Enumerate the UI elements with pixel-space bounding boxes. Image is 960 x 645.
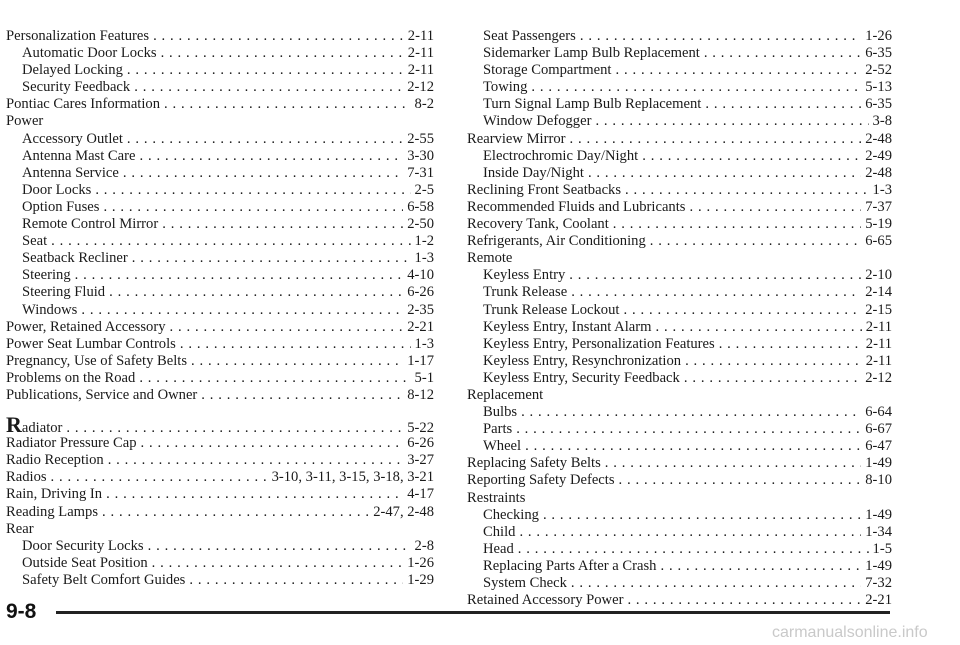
- dot-leader: [650, 233, 861, 250]
- entry-page-ref: 1-49: [865, 506, 892, 523]
- index-heading: [467, 250, 892, 267]
- index-heading: [467, 387, 892, 404]
- dot-leader: [571, 284, 861, 301]
- entry-label: Radios: [6, 469, 47, 486]
- entry-page-ref: 3-27: [407, 452, 434, 469]
- dot-leader: [705, 96, 861, 113]
- dot-leader: [51, 233, 410, 250]
- entry-label: Turn Signal Lamp Bulb Replacement: [483, 96, 702, 113]
- entry-page-ref: 1-3: [872, 181, 892, 198]
- entry-page-ref: 6-35: [865, 45, 892, 62]
- entry-page-ref: 3-10, 3-11, 3-15, 3-18, 3-21: [271, 469, 434, 486]
- entry-page-ref: 6-58: [407, 198, 434, 215]
- dot-leader: [103, 199, 403, 216]
- entry-label: Restraints: [467, 489, 526, 506]
- entry-page-ref: 1-29: [407, 571, 434, 588]
- dot-leader: [531, 79, 861, 96]
- entry-label: System Check: [483, 575, 567, 591]
- dot-leader: [75, 267, 404, 284]
- dot-leader: [161, 45, 404, 62]
- entry-label: Reading Lamps: [6, 503, 99, 520]
- dot-leader: [605, 455, 861, 472]
- index-entry: [467, 438, 892, 455]
- entry-page-ref: 2-11: [865, 352, 892, 369]
- dot-leader: [134, 79, 403, 96]
- entry-label: Steering: [22, 267, 71, 284]
- index-entry: [467, 79, 892, 96]
- index-entry: [6, 370, 434, 387]
- dot-leader: [139, 148, 403, 165]
- entry-label: Trunk Release Lockout: [483, 301, 620, 318]
- entry-label: Keyless Entry, Instant Alarm: [483, 318, 652, 335]
- entry-label: Seat: [22, 233, 48, 250]
- entry-page-ref: 6-47: [865, 438, 892, 455]
- index-entry: [6, 319, 434, 336]
- entry-page-ref: 2-21: [407, 318, 434, 335]
- index-entry: [467, 233, 892, 250]
- entry-page-ref: 8-10: [865, 472, 892, 489]
- index-entry: [6, 267, 434, 284]
- entry-label: Delayed Locking: [22, 62, 123, 79]
- entry-label: Towing: [483, 79, 528, 96]
- entry-label: Rearview Mirror: [467, 130, 566, 147]
- entry-label: Parts: [483, 421, 513, 438]
- entry-page-ref: 5-1: [414, 369, 434, 386]
- dot-leader: [619, 472, 862, 489]
- dot-leader: [569, 267, 861, 284]
- index-entry: [6, 79, 434, 96]
- entry-page-ref: 2-35: [407, 301, 434, 318]
- entry-page-ref: 6-26: [407, 435, 434, 452]
- index-entry: [467, 131, 892, 148]
- entry-label: Door Security Locks: [22, 537, 144, 554]
- entry-page-ref: 6-26: [407, 284, 434, 301]
- entry-label: Radiator Pressure Cap: [6, 435, 137, 452]
- entry-label: Child: [483, 523, 516, 540]
- index-entry: [6, 504, 434, 521]
- index-entry: [467, 302, 892, 319]
- index-entry: [467, 45, 892, 62]
- entry-label: Personalization Features: [6, 28, 150, 44]
- entry-page-ref: 1-34: [865, 523, 892, 540]
- entry-page-ref: 2-5: [414, 181, 434, 198]
- entry-label: Retained Accessory Power: [467, 592, 624, 609]
- entry-page-ref: 7-37: [865, 198, 892, 215]
- entry-label: Radio Reception: [6, 452, 104, 469]
- entry-label: Seatback Recliner: [22, 250, 128, 267]
- entry-page-ref: 2-47, 2-48: [373, 503, 434, 520]
- index-heading: [6, 113, 434, 130]
- entry-label: Door Locks: [22, 181, 92, 198]
- entry-label: Power Seat Lumbar Controls: [6, 335, 176, 352]
- entry-label: Seat Passengers: [483, 28, 576, 44]
- entry-label: Keyless Entry, Personalization Features: [483, 335, 715, 352]
- dot-leader: [180, 336, 411, 353]
- entry-label: Replacing Safety Belts: [467, 455, 601, 472]
- dot-leader: [623, 302, 861, 319]
- index-entry: [6, 28, 434, 45]
- dot-leader: [615, 62, 861, 79]
- index-entry: [6, 62, 434, 79]
- index-entry: [467, 28, 892, 45]
- entry-label: Storage Compartment: [483, 62, 612, 79]
- index-entry: [467, 199, 892, 216]
- dot-leader: [689, 199, 861, 216]
- entry-page-ref: 6-67: [865, 421, 892, 438]
- entry-page-ref: 1-3: [414, 250, 434, 267]
- entry-label: Pontiac Cares Information: [6, 96, 161, 113]
- entry-label: Publications, Service and Owner: [6, 386, 198, 403]
- entry-page-ref: 1-26: [865, 28, 892, 44]
- index-entry: [467, 62, 892, 79]
- dot-leader: [123, 165, 403, 182]
- index-entry: [6, 452, 434, 469]
- dot-leader: [153, 28, 404, 45]
- entry-label: Window Defogger: [483, 113, 592, 130]
- dot-leader: [525, 438, 861, 455]
- entry-page-ref: 2-50: [407, 216, 434, 233]
- index-entry: [6, 435, 434, 452]
- dot-leader: [191, 353, 403, 370]
- index-entry: [6, 148, 434, 165]
- entry-label: Outside Seat Position: [22, 554, 148, 571]
- index-entry: [467, 404, 892, 421]
- entry-label: Bulbs: [483, 404, 518, 421]
- entry-page-ref: 5-13: [865, 79, 892, 96]
- entry-page-ref: 2-52: [865, 62, 892, 79]
- entry-label: Antenna Service: [22, 164, 119, 181]
- index-heading: [6, 521, 434, 538]
- dot-leader: [152, 555, 404, 572]
- entry-label: Rain, Driving In: [6, 486, 103, 503]
- entry-label: Trunk Release: [483, 284, 568, 301]
- entry-label: Radiator: [6, 412, 63, 438]
- entry-label: Pregnancy, Use of Safety Belts: [6, 352, 188, 369]
- index-entry: [6, 387, 434, 404]
- index-entry: [6, 284, 434, 301]
- entry-page-ref: 2-55: [407, 130, 434, 147]
- index-entry: [467, 113, 892, 130]
- entry-label: Recommended Fluids and Lubricants: [467, 198, 686, 215]
- dot-leader: [655, 319, 861, 336]
- entry-page-ref: 2-11: [865, 318, 892, 335]
- dot-leader: [102, 504, 369, 521]
- dot-leader: [613, 216, 861, 233]
- entry-label: Recovery Tank, Coolant: [467, 216, 609, 233]
- index-entry: [6, 96, 434, 113]
- dot-leader: [162, 216, 403, 233]
- dot-leader: [106, 486, 403, 503]
- index-entry: [6, 250, 434, 267]
- dot-leader: [518, 541, 869, 558]
- index-entry: [467, 558, 892, 575]
- dot-leader: [95, 182, 410, 199]
- index-entry: [467, 524, 892, 541]
- index-entry: [467, 165, 892, 182]
- entry-label: Keyless Entry, Resynchronization: [483, 352, 682, 369]
- entry-page-ref: 4-10: [407, 267, 434, 284]
- dot-leader: [642, 148, 861, 165]
- entry-page-ref: 2-49: [865, 147, 892, 164]
- entry-page-ref: 8-12: [407, 386, 434, 403]
- dot-leader: [625, 182, 869, 199]
- index-entry: [467, 182, 892, 199]
- index-entry: [6, 336, 434, 353]
- footer-rule: [56, 611, 890, 614]
- entry-label: Power, Retained Accessory: [6, 318, 166, 335]
- entry-page-ref: 2-15: [865, 301, 892, 318]
- entry-label: Reclining Front Seatbacks: [467, 181, 622, 198]
- index-entry: [6, 182, 434, 199]
- entry-page-ref: 1-3: [414, 335, 434, 352]
- entry-label: Option Fuses: [22, 198, 100, 215]
- index-entry: [467, 216, 892, 233]
- entry-label: Keyless Entry, Security Feedback: [483, 369, 680, 386]
- index-entry: [6, 302, 434, 319]
- entry-page-ref: 5-19: [865, 216, 892, 233]
- entry-page-ref: 2-12: [865, 369, 892, 386]
- entry-label: Inside Day/Night: [483, 164, 584, 181]
- index-column-left: [6, 28, 434, 589]
- entry-label: Checking: [483, 506, 539, 523]
- dot-leader: [684, 370, 861, 387]
- entry-page-ref: 2-48: [865, 164, 892, 181]
- entry-label: Refrigerants, Air Conditioning: [467, 233, 646, 250]
- entry-label: Security Feedback: [22, 79, 131, 96]
- entry-page-ref: 2-48: [865, 130, 892, 147]
- index-entry: [6, 131, 434, 148]
- dot-leader: [109, 284, 403, 301]
- entry-page-ref: 2-8: [414, 537, 434, 554]
- dot-leader: [189, 572, 403, 589]
- entry-page-ref: 1-17: [407, 352, 434, 369]
- entry-page-ref: 7-31: [407, 164, 434, 181]
- dot-leader: [719, 336, 862, 353]
- entry-page-ref: 3-30: [407, 147, 434, 164]
- dot-leader: [81, 302, 403, 319]
- dot-leader: [627, 592, 861, 609]
- entry-label: Windows: [22, 301, 78, 318]
- index-entry: [467, 336, 892, 353]
- entry-page-ref: 5-22: [407, 420, 434, 437]
- index-entry: [467, 353, 892, 370]
- entry-label: Problems on the Road: [6, 369, 136, 386]
- index-entry: [467, 421, 892, 438]
- index-entry: [6, 353, 434, 370]
- dot-leader: [170, 319, 404, 336]
- entry-label: Power: [6, 113, 44, 130]
- index-entry: [6, 216, 434, 233]
- dot-leader: [141, 435, 404, 452]
- entry-label: Accessory Outlet: [22, 130, 123, 147]
- index-entry: [467, 507, 892, 524]
- entry-page-ref: 2-11: [407, 28, 434, 44]
- dot-leader: [148, 538, 411, 555]
- entry-page-ref: 1-26: [407, 554, 434, 571]
- dot-leader: [201, 387, 403, 404]
- entry-label: Replacing Parts After a Crash: [483, 557, 657, 574]
- dot-leader: [516, 421, 861, 438]
- index-entry: [467, 267, 892, 284]
- index-entry: [467, 592, 892, 609]
- index-entry: [6, 572, 434, 589]
- dot-leader: [132, 250, 411, 267]
- entry-label: Remote: [467, 250, 513, 267]
- entry-label: Rear: [6, 520, 34, 537]
- entry-page-ref: 2-11: [407, 62, 434, 79]
- entry-label: Automatic Door Locks: [22, 45, 157, 62]
- index-entry: [467, 319, 892, 336]
- entry-page-ref: 1-49: [865, 557, 892, 574]
- dot-leader: [51, 469, 268, 486]
- entry-label: Steering Fluid: [22, 284, 106, 301]
- dot-leader: [127, 131, 403, 148]
- entry-page-ref: 2-10: [865, 267, 892, 284]
- dot-leader: [580, 28, 861, 45]
- entry-page-ref: 1-49: [865, 455, 892, 472]
- index-entry: [6, 538, 434, 555]
- entry-page-ref: 2-11: [407, 45, 434, 62]
- dot-leader: [521, 404, 861, 421]
- entry-page-ref: 4-17: [407, 486, 434, 503]
- entry-label: Antenna Mast Care: [22, 147, 136, 164]
- index-entry: [6, 412, 434, 438]
- entry-label: Head: [483, 540, 514, 557]
- dot-leader: [164, 96, 411, 113]
- watermark: carmanualsonline.info: [772, 624, 928, 641]
- dot-leader: [108, 452, 404, 469]
- entry-label: Replacement: [467, 386, 544, 403]
- index-entry: [467, 284, 892, 301]
- dot-leader: [704, 45, 861, 62]
- section-spacer: [6, 404, 434, 418]
- page-number: 9-8: [6, 600, 37, 623]
- entry-page-ref: 2-14: [865, 284, 892, 301]
- entry-label: Remote Control Mirror: [22, 216, 159, 233]
- dot-leader: [595, 113, 868, 130]
- entry-page-ref: 2-12: [407, 79, 434, 96]
- dot-leader: [571, 575, 861, 592]
- index-entry: [467, 96, 892, 113]
- dot-leader: [519, 524, 861, 541]
- entry-page-ref: 1-5: [872, 540, 892, 557]
- index-entry: [467, 148, 892, 165]
- dot-leader: [588, 165, 861, 182]
- dot-leader: [127, 62, 404, 79]
- index-entry: [467, 472, 892, 489]
- index-entry: [6, 199, 434, 216]
- entry-page-ref: 3-8: [872, 113, 892, 130]
- index-entry: [467, 455, 892, 472]
- index-entry: [6, 469, 434, 486]
- index-entry: [467, 370, 892, 387]
- dot-leader: [139, 370, 410, 387]
- entry-label: Sidemarker Lamp Bulb Replacement: [483, 45, 700, 62]
- entry-label: Keyless Entry: [483, 267, 566, 284]
- entry-page-ref: 6-65: [865, 233, 892, 250]
- entry-page-ref: 2-21: [865, 592, 892, 609]
- dot-leader: [660, 558, 861, 575]
- index-heading: [467, 490, 892, 507]
- entry-page-ref: 8-2: [414, 96, 434, 113]
- entry-label: Safety Belt Comfort Guides: [22, 571, 186, 588]
- entry-page-ref: 1-2: [414, 233, 434, 250]
- entry-label: Wheel: [483, 438, 522, 455]
- dot-leader: [543, 507, 861, 524]
- dot-leader: [569, 131, 861, 148]
- entry-label: Electrochromic Day/Night: [483, 147, 639, 164]
- entry-page-ref: 7-32: [865, 575, 892, 591]
- index-entry: [6, 555, 434, 572]
- entry-page-ref: 2-11: [865, 335, 892, 352]
- index-entry: [6, 45, 434, 62]
- entry-page-ref: 6-64: [865, 404, 892, 421]
- index-entry: [467, 575, 892, 592]
- index-entry: [6, 165, 434, 182]
- index-entry: [467, 541, 892, 558]
- entry-label: Reporting Safety Defects: [467, 472, 615, 489]
- index-entry: [6, 233, 434, 250]
- entry-page-ref: 6-35: [865, 96, 892, 113]
- dot-leader: [685, 353, 862, 370]
- index-entry: [6, 486, 434, 503]
- index-column-right: [467, 28, 892, 609]
